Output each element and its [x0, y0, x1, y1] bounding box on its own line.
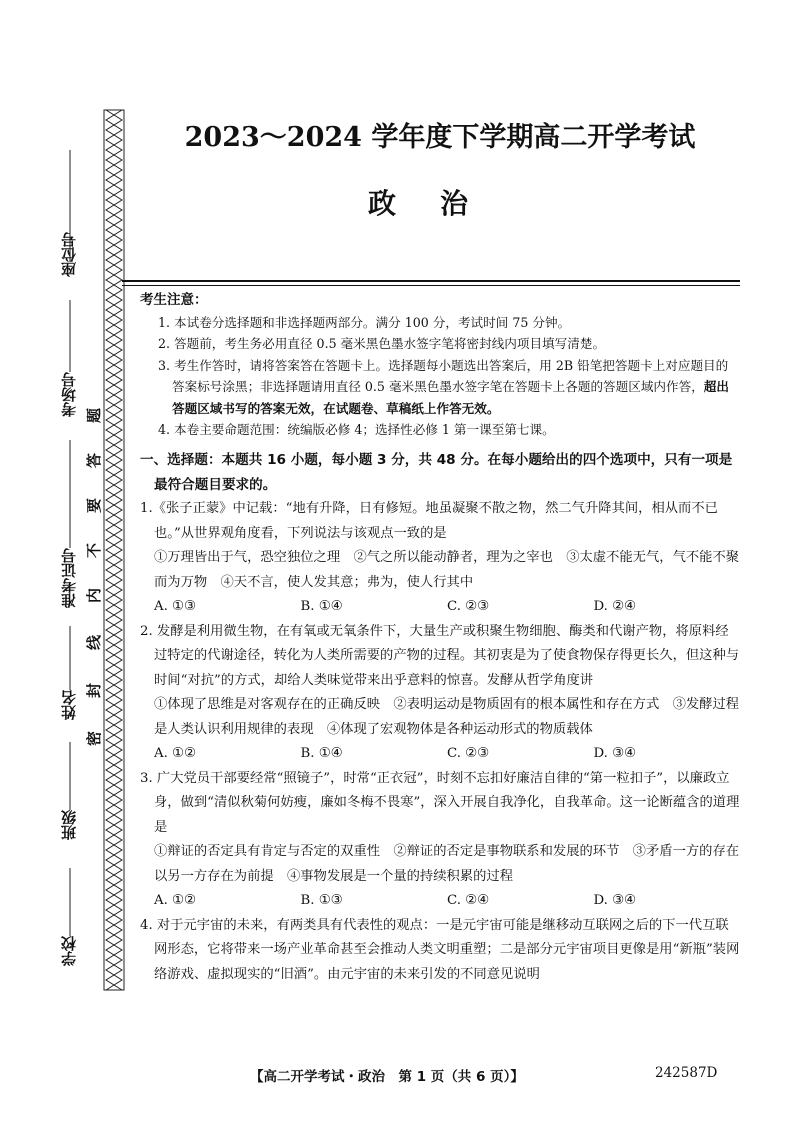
question — [140, 497, 740, 620]
question-statements: ①辩证的否定具有肯定与否定的双重性 ②辩证的否定是事物联系和发展的环节 ③矛盾一方的存在以另一方存在为前提 ④事物发展是一个量的持续积累的过程 — [154, 844, 740, 884]
question-stem: 2. 发酵是利用微生物，在有氧或无氧条件下，大量生产或积聚生物细胞、酶类和代谢产物，将原料经过特定的代谢途径，转化为人类所需要的产物的过程。其初衷是为了使食物保存得更长久，但这种与时间“对抗”的方式，却给人类味觉带来出乎意料的惊喜。发酵从哲学角度讲 — [140, 623, 740, 688]
question-statements: ①体现了思维是对客观存在的正确反映 ②表明运动是物质固有的根本属性和存在方式 ③发酵过程是人类认识利用规律的表现 ④体现了宏观物体是各种运动形式的物质载体 — [154, 697, 740, 737]
notice-item — [154, 355, 740, 420]
option: C. ②③ — [447, 599, 489, 614]
label-school: 学校 — [60, 936, 78, 966]
binding-margin — [0, 0, 128, 1123]
label-ticket: 准考证号 — [60, 548, 78, 608]
question-stem: 1.《张子正蒙》中记载：“地有升降，日有修短。地虽凝聚不散之物，然二气升降其间，相从而不已也。”从世界观角度看，下列说法与该观点一致的是 — [140, 501, 718, 541]
question-stem: 4. 对于元宇宙的未来，有两类具有代表性的观点：一是元宇宙可能是继移动互联网之后的下一代互联网形态，它将带来一场产业革命甚至会推动人类文明重塑；二是部分元宇宙项目更像是用“新瓶”装网络游戏、虚拟现实的“旧酒”。由元宇宙的未来引发的不同意见说明 — [140, 917, 740, 982]
seal-char: 封 — [85, 682, 104, 699]
chain-border — [104, 110, 124, 990]
question-statements: ①万理皆出于气，恐空独位之理 ②气之所以能动静者，理为之宰也 ③太虚不能无气，气不能不聚而为万物 ④天不言，使人发其意；弗为，使人行其中 — [154, 550, 740, 590]
seal-char: 答 — [85, 452, 104, 469]
question — [140, 767, 740, 914]
question — [140, 620, 740, 767]
chain-pattern — [106, 110, 122, 990]
option: D. ②④ — [593, 599, 636, 614]
option: B. ①③ — [300, 893, 343, 908]
option: A. ①② — [154, 893, 196, 908]
notice-item-text: 3. 考生作答时，请将答案答在答题卡上。选择题每小题选出答案后，用 2B 铅笔把答题卡上对应题目的答案标号涂黑；非选择题请用直径 0.5 毫米黑色墨水签字笔在答题卡上各题的答题区域内作答， — [158, 357, 729, 394]
seal-char: 线 — [85, 634, 104, 651]
question — [140, 914, 740, 988]
seal-char: 密 — [85, 730, 104, 747]
label-seat: 座位号 — [60, 232, 78, 277]
choice-section — [140, 448, 740, 987]
header-rule-thin — [122, 285, 740, 286]
option: D. ③④ — [593, 893, 636, 908]
notice-item: 4. 本卷主要命题范围：统编版必修 4；选择性必修 1 第一课至第七课。 — [158, 422, 555, 437]
notice-block — [140, 290, 740, 441]
question-stem: 3. 广大党员干部要经常“照镜子”，时常“正衣冠”，时刻不忘扣好廉洁自律的“第一粒扣子”，以廉政立身，做到“清似秋菊何妨瘦，廉如冬梅不畏寒”，深入开展自我净化，自我革命。这一论断蕴含的道理是 — [140, 770, 740, 835]
notice-item-bold: 超出答题区域书写的答案无效，在试题卷、草稿纸上作答无效。 — [172, 379, 729, 416]
section-heading: 一、选择题：本题共 16 小题，每小题 3 分，共 48 分。在每小题给出的四个选项中，只有一项是最符合题目要求的。 — [140, 452, 733, 493]
exam-title: 2023～2024 学年度下学期高二开学考试 — [184, 122, 696, 153]
question-options — [140, 889, 740, 914]
option: B. ①④ — [300, 746, 343, 761]
option: C. ②④ — [447, 893, 489, 908]
label-class: 班级 — [60, 810, 78, 840]
footer-page-info: 【高二开学考试・政治 第 1 页（共 6 页）】 — [250, 1069, 524, 1085]
notice-heading: 考生注意： — [140, 292, 208, 308]
option: A. ①③ — [154, 599, 196, 614]
option: C. ②③ — [447, 746, 489, 761]
option: B. ①④ — [300, 599, 343, 614]
label-name: 姓名 — [60, 690, 78, 720]
seal-char: 题 — [85, 407, 104, 424]
seal-char: 不 — [85, 542, 104, 559]
notice-item: 1. 本试卷分选择题和非选择题两部分。满分 100 分，考试时间 75 分钟。 — [158, 314, 571, 330]
header-rule-thick — [122, 280, 740, 282]
notice-item: 2. 答题前，考生务必用直径 0.5 毫米黑色墨水签字笔将密封线内项目填写清楚。 — [158, 336, 606, 351]
question-options — [140, 742, 740, 767]
footer-code: 242587D — [655, 1065, 718, 1081]
label-room: 考场号 — [60, 372, 78, 417]
option: D. ③④ — [593, 746, 636, 761]
question-options — [140, 595, 740, 620]
option: A. ①② — [154, 746, 196, 761]
subject-title: 政治 — [367, 187, 512, 220]
seal-char: 内 — [85, 587, 104, 604]
seal-char: 要 — [85, 497, 104, 514]
